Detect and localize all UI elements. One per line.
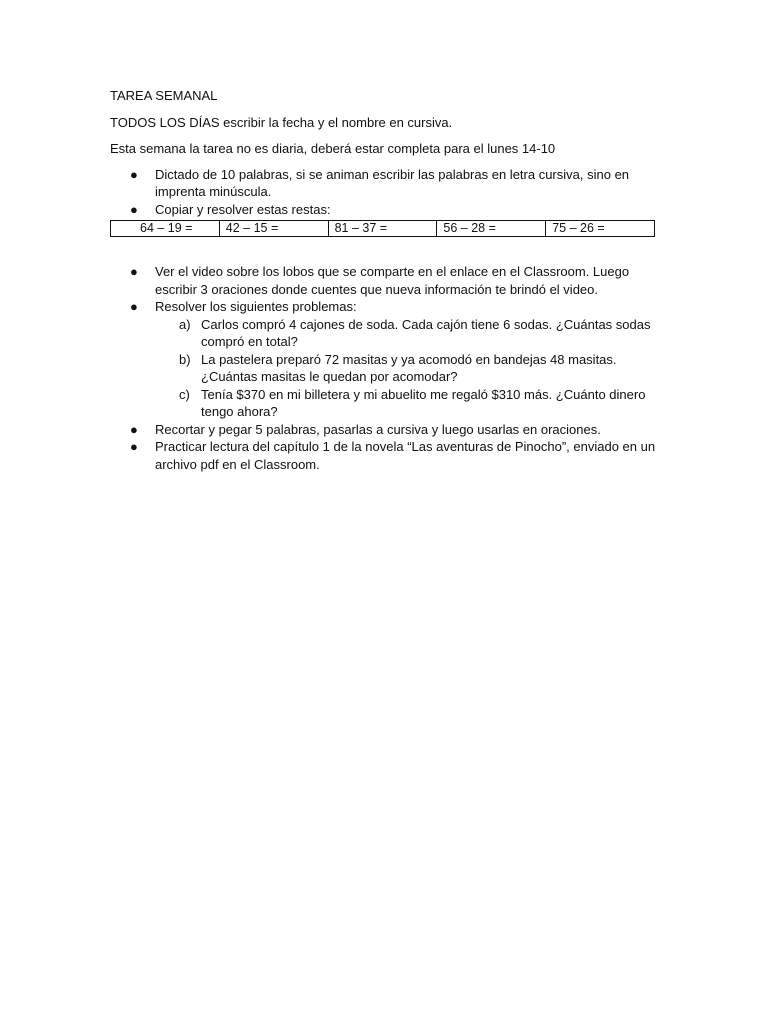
problem-item <box>155 386 658 421</box>
problem-marker: a) <box>179 316 191 332</box>
table-row <box>111 221 655 237</box>
list-item <box>110 263 658 298</box>
problem-text: Carlos compró 4 cajones de soda. Cada cajón tiene 6 sodas. ¿Cuántas sodas compró en total? <box>201 316 651 349</box>
document-page <box>110 87 658 473</box>
week-note: Esta semana la tarea no es diaria, deberá estar completa para el lunes 14-10 <box>110 141 556 156</box>
bullet-icon: ● <box>130 264 138 279</box>
task-reading: Practicar lectura del capítulo 1 de la novela “Las aventuras de Pinocho”, enviado en un archivo pdf en el Classroom. <box>155 439 656 472</box>
table-cell: 81 – 37 = <box>328 221 437 237</box>
problem-text: Tenía $370 en mi billetera y mi abuelito me regaló $310 más. ¿Cuánto dinero tengo ahora? <box>201 386 646 419</box>
task-problems-intro: Resolver los siguientes problemas: <box>155 299 357 314</box>
problem-marker: c) <box>179 386 190 402</box>
table-cell: 64 – 19 = <box>111 221 220 237</box>
task-subtractions: Copiar y resolver estas restas: <box>155 201 331 217</box>
problem-list <box>155 316 658 421</box>
task-video: Ver el video sobre los lobos que se comparte en el enlace en el Classroom. Luego escribir 3 oraciones donde cuentes que nueva información te brindó el video. <box>155 264 630 297</box>
list-item <box>110 166 658 201</box>
bullet-icon: ● <box>130 439 138 454</box>
problem-text: La pastelera preparó 72 masitas y ya acomodó en bandejas 48 masitas. ¿Cuántas masitas le quedan por acomodar? <box>201 351 617 384</box>
bullet-icon: ● <box>130 299 138 314</box>
bullet-icon: ● <box>130 201 138 217</box>
table-cell: 42 – 15 = <box>219 221 328 237</box>
problem-item <box>155 351 658 386</box>
list-item <box>110 421 658 439</box>
document-title: TAREA SEMANAL <box>110 88 218 103</box>
bullet-icon: ● <box>130 421 138 437</box>
list-item <box>110 438 658 473</box>
task-cut-paste: Recortar y pegar 5 palabras, pasarlas a cursiva y luego usarlas en oraciones. <box>155 421 601 437</box>
list-item <box>110 298 658 421</box>
table-cell: 75 – 26 = <box>546 221 655 237</box>
task-list-part1 <box>110 166 658 219</box>
problem-marker: b) <box>179 351 191 367</box>
list-item <box>110 201 658 219</box>
subtractions-table <box>110 220 655 237</box>
problem-item <box>155 316 658 351</box>
bullet-icon: ● <box>130 166 138 182</box>
daily-instruction: TODOS LOS DÍAS escribir la fecha y el nombre en cursiva. <box>110 114 453 130</box>
task-list-part2 <box>110 263 658 473</box>
table-cell: 56 – 28 = <box>437 221 546 237</box>
task-dictation: Dictado de 10 palabras, si se animan escribir las palabras en letra cursiva, sino en imprenta minúscula. <box>155 166 630 199</box>
